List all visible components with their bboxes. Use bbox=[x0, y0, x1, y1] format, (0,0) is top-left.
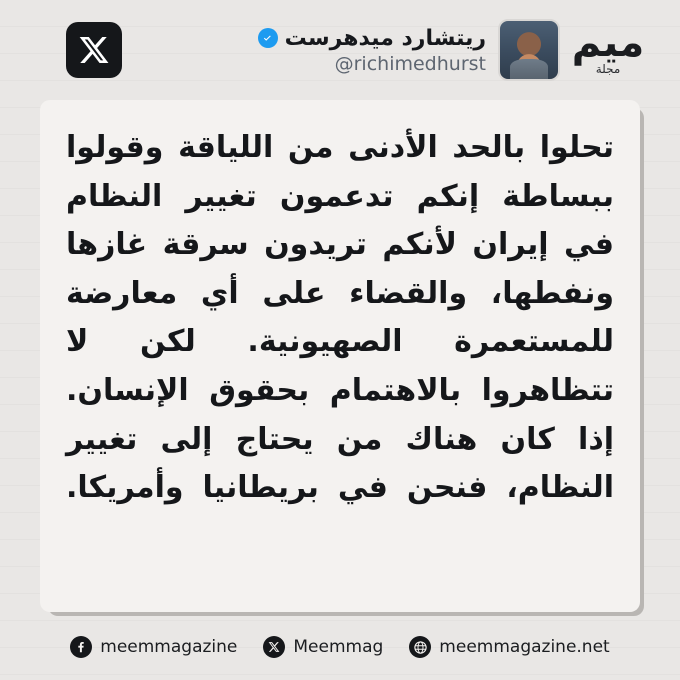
brand-subtitle: مجلة bbox=[595, 61, 621, 76]
brand-logo bbox=[560, 19, 656, 81]
x-icon bbox=[263, 636, 285, 658]
name-row bbox=[258, 26, 486, 51]
quote-panel-wrapper bbox=[40, 100, 640, 612]
facebook-icon bbox=[70, 636, 92, 658]
brand-mark: ميم bbox=[571, 19, 645, 66]
card-footer bbox=[0, 614, 680, 680]
display-name: ريتشارد ميدهرست bbox=[284, 25, 486, 51]
card-header bbox=[0, 0, 680, 100]
footer-item-facebook[interactable] bbox=[70, 636, 237, 658]
avatar bbox=[498, 19, 560, 81]
quote-panel bbox=[40, 100, 640, 612]
quote-text: تحلوا بالحد الأدنى من اللياقة وقولوا ببساطة إنكم تدعمون تغيير النظام في إيران لأنكم تريدون سرقة غازها ونفطها، والقضاء على أي معارضة للمستعمرة الصهيونية. لكن لا تتظاهروا بالاهتمام بحقوق الإنسان. إذا كان هناك من يحتاج إلى تغيير النظام، فنحن في بريطانيا وأمريكا. bbox=[66, 130, 614, 506]
footer-label-website: meemmagazine.net bbox=[439, 637, 610, 657]
globe-icon bbox=[409, 636, 431, 658]
verified-badge-icon bbox=[258, 28, 278, 48]
footer-label-x: Meemmag bbox=[293, 637, 384, 657]
account-handle: @richimedhurst bbox=[334, 52, 486, 75]
footer-item-x[interactable] bbox=[263, 636, 383, 658]
x-logo-icon bbox=[66, 22, 122, 78]
account-info bbox=[122, 26, 498, 75]
footer-label-facebook: meemmagazine bbox=[100, 637, 238, 657]
footer-item-website[interactable] bbox=[409, 636, 609, 658]
